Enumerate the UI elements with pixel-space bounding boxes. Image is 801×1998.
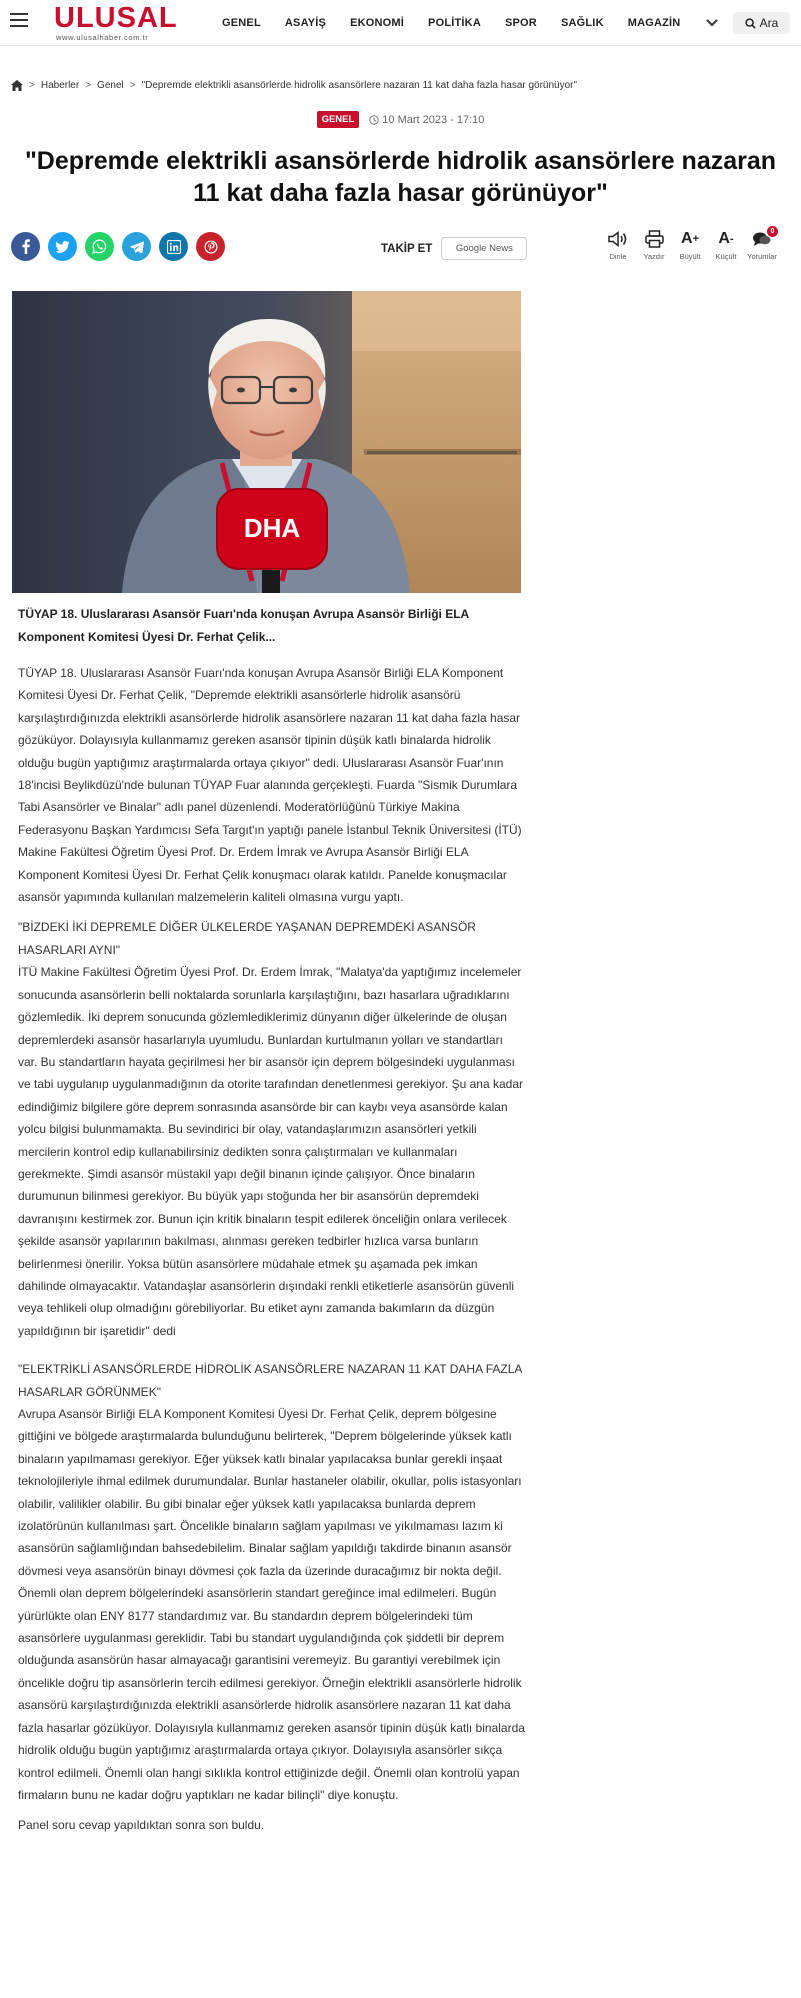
nav-item-ekonomi[interactable]: EKONOMİ — [350, 17, 405, 29]
whatsapp-icon — [92, 239, 107, 254]
article-title: "Depremde elektrikli asansörlerde hidrolik asansörlere nazaran 11 kat daha fazla hasar görünüyor" — [24, 147, 777, 207]
date-text: 10 Mart 2023 - 17:10 — [382, 113, 485, 126]
photo-illustration — [12, 291, 521, 593]
google-news-button[interactable] — [441, 237, 527, 260]
breadcrumb — [11, 78, 577, 92]
clock-icon — [369, 115, 379, 125]
font-decrease-icon: A - — [718, 230, 734, 247]
telegram-share-button[interactable] — [122, 232, 151, 261]
print-label: Yazdır — [643, 252, 665, 261]
article-subheading: "BİZDEKİ İKİ DEPREMLE DİĞER ÜLKELERDE YAŞANAN DEPREMDEKİ ASANSÖR HASARLARI AYNI" — [18, 920, 476, 957]
site-logo[interactable] — [54, 2, 188, 44]
site-header — [0, 0, 801, 46]
font-decrease-label: Küçült — [715, 252, 737, 261]
chevron-down-icon[interactable] — [704, 15, 720, 31]
main-nav — [222, 0, 720, 46]
article-meta — [0, 111, 801, 128]
font-decrease-glyph: A — [718, 230, 730, 247]
article-tools — [600, 229, 780, 261]
facebook-share-button[interactable] — [11, 232, 40, 261]
listen-button[interactable] — [600, 229, 636, 261]
nav-item-saglik[interactable]: SAĞLIK — [560, 17, 604, 29]
whatsapp-share-button[interactable] — [85, 232, 114, 261]
speaker-icon — [608, 231, 628, 247]
nav-item-genel[interactable]: GENEL — [222, 17, 261, 29]
printer-icon — [645, 230, 664, 248]
article-body — [18, 662, 523, 1845]
mic-flag-label: DHA — [243, 513, 301, 543]
home-icon[interactable] — [11, 80, 23, 91]
breadcrumb-current: "Depremde elektrikli asansörlerde hidrolik asansörlere nazaran 11 kat daha fazla hasar görünüyor" — [141, 79, 578, 91]
pinterest-share-button[interactable] — [196, 232, 225, 261]
search-label: Ara — [759, 16, 779, 30]
nav-item-spor[interactable]: SPOR — [504, 17, 537, 29]
article-paragraph: İTÜ Makine Fakültesi Öğretim Üyesi Prof. Dr. Erdem İmrak, "Malatya'da yaptığımız incelemeler sonucunda asansörlerin belli noktalarda sorunlarla karşılaştığını, bazı hasarlara uğradıklarını gözlemledik. İki deprem sonucunda gözlemlediklerimiz dünyanın diğer ülkelerinde de oluşan depremlerdeki asansör hasarlarıyla uyumludu. Bunlardan kurtulmanın yolları ve standartları var. Bu standartların hayata geçirilmesi her bir asansör için deprem bölgesindeki uygulanması ve tabi uygulanıp uygulanmadığının da otorite tarafından denetlenmesi gerekiyor. Şu ana kadar edindiğimiz bilgilere göre deprem sonrasında asansörde bir can kaybı veya asansörde kalan yolcu bilgisi bulunmamakta. Bu sevindirici bir olay, vatandaşlarımızın asansörleri yetkili mercilerin kontrol edip kullanabilirsiniz dedikten sonra çalıştırmaları ve kullanmaları gerekmekte. Şimdi asansör müstakil yapı değil binanın içinde çalışıyor. Önce binaların durumunun bilinmesi gerekiyor. Bu büyük yapı stoğunda her bir asansörün depremdeki davranışını kestirmek zor. Bunun için kritik binaların tespit edilerek önceliğin onlara verilecek şekilde asansör yapılarının bakılması, alınması gereken tedbirler hızlıca varsa bunların belirlenmesi önerilir. Yoksa bütün asansörlere müdahale etmek şu aşamada pek imkan dahilinde olmayacaktır. Vatandaşlar asansörlerin dışındaki renkli etiketlerle asansörün güvenli veya tehlikeli olup olmadığını görebiliyorlar. Bu etiket aynı zamanda bakımların da düzgün yapıldığının bir işaretidir" dedi — [18, 965, 524, 1338]
pinterest-icon — [204, 240, 218, 254]
follow-label: TAKİP ET — [381, 242, 433, 255]
breadcrumb-haberler[interactable]: Haberler — [40, 79, 80, 91]
menu-icon[interactable] — [10, 13, 28, 31]
comments-label: Yorumlar — [747, 252, 777, 261]
search-button[interactable] — [733, 12, 790, 34]
listen-label: Dinle — [609, 252, 627, 261]
breadcrumb-separator: > — [85, 79, 92, 91]
linkedin-icon — [167, 240, 181, 254]
nav-item-magazin[interactable]: MAGAZİN — [627, 17, 681, 29]
google-news-label: Google News — [455, 243, 513, 254]
font-increase-icon: A + — [681, 230, 699, 247]
share-buttons — [11, 232, 233, 261]
breadcrumb-separator: > — [129, 79, 136, 91]
breadcrumb-genel[interactable]: Genel — [97, 79, 124, 91]
nav-item-asayis[interactable]: ASAYİŞ — [284, 17, 327, 29]
nav-item-politika[interactable]: POLİTİKA — [428, 17, 481, 29]
follow-section — [381, 237, 527, 260]
twitter-icon — [55, 241, 70, 253]
article-subheading: "ELEKTRİKLİ ASANSÖRLERDE HİDROLİK ASANSÖRLERE NAZARAN 11 KAT DAHA FAZLA HASARLAR GÖRÜNMEK" — [18, 1362, 522, 1399]
font-decrease-button[interactable] — [708, 229, 744, 261]
search-icon — [745, 18, 756, 29]
logo-url: www.ulusalhaber.com.tr — [56, 33, 149, 42]
breadcrumb-separator: > — [29, 79, 35, 91]
linkedin-share-button[interactable] — [159, 232, 188, 261]
article-paragraph: Panel soru cevap yapıldıktan sonra son buldu. — [18, 1818, 265, 1833]
article-lead: TÜYAP 18. Uluslararası Asansör Fuarı'nda konuşan Avrupa Asansör Birliği ELA Komponent Komitesi Üyesi Dr. Ferhat Çelik... — [18, 607, 469, 644]
font-increase-button[interactable] — [672, 229, 708, 261]
article-paragraph: TÜYAP 18. Uluslararası Asansör Fuarı'nda konuşan Avrupa Asansör Birliği ELA Komponent Komitesi Üyesi Dr. Ferhat Çelik, "Depremde elektrikli asansörlerle hidrolik asansörü karşılaştırdığınızda elektrikli asansörlerde hidrolik asansörlere nazaran 11 kat daha fazla hasar gözüküyor. Dolayısıyla kullanmamız gereken asansör tipinin düşük katlı binalarda hidrolik olduğu bugün yaptığımız araştırmalarda ortaya çıkıyor" dedi. Uluslararası Asansör Fuar'ının 18'incisi Beylikdüzü'nde bulunan TÜYAP Fuar alanında gerçekleşti. Fuarda "Sismik Durumlara Tabi Asansörler ve Binalar" adlı panel düzenlendi. Moderatörlüğünü Türkiye Makina Federasyonu Başkan Yardımcısı Sefa Targıt'ın yaptığı panele İstanbul Teknik Üniversitesi (İTÜ) Makine Fakültesi Öğretim Üyesi Prof. Dr. Erdem İmrak ve Avrupa Asansör Birliği ELA Komponent Komitesi Üyesi Dr. Ferhat Çelik konuşmacı olarak katıldı. Panelde konuşmacılar asansör yapımında kullanılan malzemelerin kaliteli olmasına vurgu yaptı. — [18, 666, 522, 905]
comments-button[interactable] — [744, 229, 780, 261]
font-increase-label: Büyült — [679, 252, 701, 261]
print-button[interactable] — [636, 229, 672, 261]
comment-count-badge: 0 — [767, 226, 778, 237]
article-paragraph: Avrupa Asansör Birliği ELA Komponent Komitesi Üyesi Dr. Ferhat Çelik, deprem bölgesine gittiğini ve bölgede araştırmalarda bulunduğunu belirterek, "Deprem bölgelerinde yüksek katlı binaların yapılmaması gerekiyor. Eğer yüksek katlı binalar yapılacaksa bunlar gerekli inşaat teknolojileriyle ihmal edilmek durumundalar. Bunlar hastaneler olabilir, okullar, polis istasyonları olabilir, valilikler olabilir. Bu gibi binalar eğer yüksek katlı yapılacaksa bunlarda deprem izolatörünün kullanılması şart. Öncelikle binaların sağlam yapılması ve yıkılmaması lazım ki asansörün sağlamlığından bahsedebilelim. Binalar sağlam yapıldığı takdirde binanın asansör dövmesi veya asansörün binayı dövmesi çok fazla da üzerinde duracağımız bir nokta değil. Önemli olan deprem bölgelerindeki asansörlerin standart gereğince imal edilmeleri. Bugün yürürlükte olan ENY 8177 standardımız var. Bu standardın deprem bölgelerindeki tüm asansörlere uygulanması gereklidir. Tabi bu standart uygulandığında çok şiddetli bir deprem olduğunda asansörün hasar almayacağı garantisini veremeyiz. Bu garantiyi verebilmek için öncelikle doğru tip asansörlerin tercih edilmesi gerekiyor. Örneğin elektrikli asansörlerle hidrolik asansörü karşılaştırdığınızda elektrikli asansörlerde hidrolik asansörlere nazaran 11 kat daha fazla hasarlar gözüküyor. Dolayısıyla kullanmamız gereken asansör tipinin düşük katlı binalarda hidrolik olduğu bugün yaptığımız araştırmalarda ortaya çıkıyor. Dolayısıyla asansörler sıkça kontrol edilmeli. Önemli olan hangi sıklıkla kontrol ettiğinizde değil. Önemli olan kontrolü yapan firmaların bunu ne kadar doğru yaptıkları ne kadar bilinçli" diye konuştu. — [18, 1407, 525, 1802]
category-badge[interactable]: GENEL — [317, 111, 360, 128]
publish-date — [369, 114, 484, 126]
telegram-icon — [130, 241, 144, 253]
article-photo — [12, 291, 521, 593]
twitter-share-button[interactable] — [48, 232, 77, 261]
facebook-icon — [22, 239, 30, 254]
logo-text: ULUSAL — [54, 2, 178, 34]
font-increase-glyph: A — [681, 230, 693, 247]
